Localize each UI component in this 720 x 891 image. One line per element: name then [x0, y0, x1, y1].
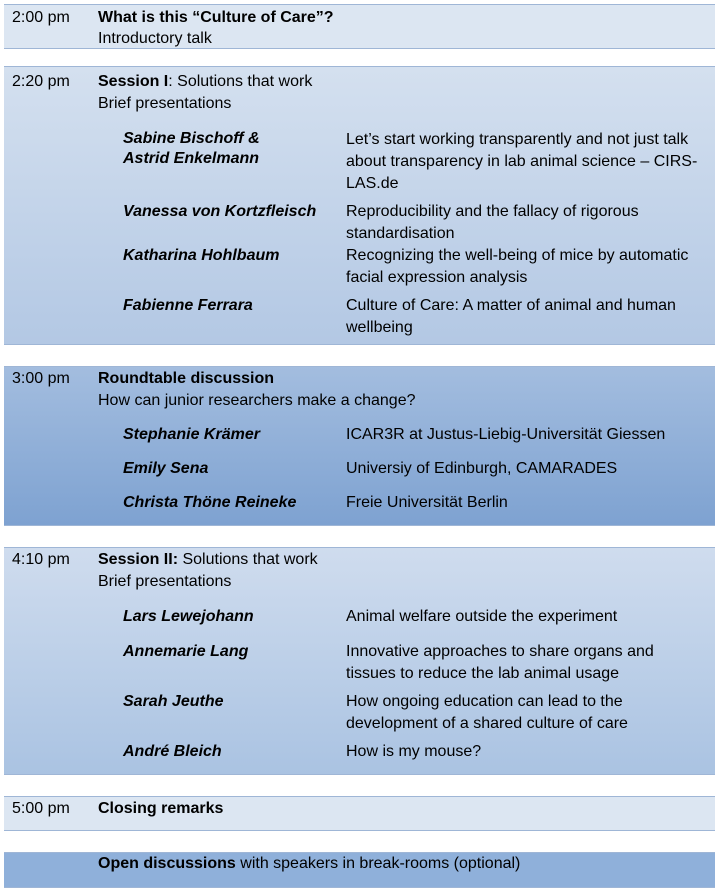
session-title: What is this “Culture of Care”?: [98, 9, 334, 26]
time-label: 2:00 pm: [12, 9, 70, 26]
session-title: Roundtable discussion: [98, 370, 275, 387]
session-subtitle: Brief presentations: [98, 95, 232, 112]
speaker-name: Katharina Hohlbaum: [123, 247, 280, 264]
session-title: Session II: Solutions that work: [98, 551, 318, 568]
speaker-name: Sarah Jeuthe: [123, 693, 224, 710]
speaker-name: Annemarie Lang: [123, 643, 249, 660]
talk-description: Culture of Care: A matter of animal and human wellbeing: [346, 297, 676, 336]
session-subtitle: Brief presentations: [98, 573, 232, 590]
agenda-block-session-2: [4, 547, 715, 775]
talk-description: Universiy of Edinburgh, CAMARADES: [346, 460, 618, 477]
speaker-name: Fabienne Ferrara: [123, 297, 253, 314]
talk-description: Let’s start working transparently and not just talk about transparency in lab animal science – CIRS-LAS.de: [346, 131, 698, 192]
talk-description: How is my mouse?: [346, 743, 482, 760]
speaker-name: Vanessa von Kortzfleisch: [123, 203, 317, 220]
session-subtitle: How can junior researchers make a change?: [98, 392, 416, 409]
speaker-name: Stephanie Krämer: [123, 426, 260, 443]
speaker-name: Emily Sena: [123, 460, 209, 477]
speaker-name: André Bleich: [123, 743, 222, 760]
speaker-name: Sabine Bischoff & Astrid Enkelmann: [123, 130, 260, 167]
talk-description: Freie Universität Berlin: [346, 494, 508, 511]
time-label: 3:00 pm: [12, 370, 70, 387]
agenda-block-intro: [4, 4, 715, 49]
agenda-block-closing: [4, 796, 715, 831]
session-subtitle: Introductory talk: [98, 30, 212, 47]
talk-description: Reproducibility and the fallacy of rigorous standardisation: [346, 203, 639, 242]
time-label: 4:10 pm: [12, 551, 70, 568]
session-title: Session I: Solutions that work: [98, 73, 313, 90]
agenda-block-roundtable: [4, 366, 715, 526]
time-label: 2:20 pm: [12, 73, 70, 90]
speaker-name: Christa Thöne Reineke: [123, 494, 297, 511]
time-label: 5:00 pm: [12, 800, 70, 817]
talk-description: Recognizing the well-being of mice by automatic facial expression analysis: [346, 247, 689, 286]
speaker-name: Lars Lewejohann: [123, 608, 254, 625]
session-title: Open discussions with speakers in break-rooms (optional): [98, 855, 521, 872]
talk-description: ICAR3R at Justus-Liebig-Universität Giessen: [346, 426, 666, 443]
agenda-block-open-discussions: [4, 852, 715, 888]
talk-description: Innovative approaches to share organs and tissues to reduce the lab animal usage: [346, 643, 654, 682]
agenda-block-session-1: [4, 66, 715, 345]
talk-description: How ongoing education can lead to the development of a shared culture of care: [346, 693, 628, 732]
session-title: Closing remarks: [98, 800, 224, 817]
talk-description: Animal welfare outside the experiment: [346, 608, 618, 625]
